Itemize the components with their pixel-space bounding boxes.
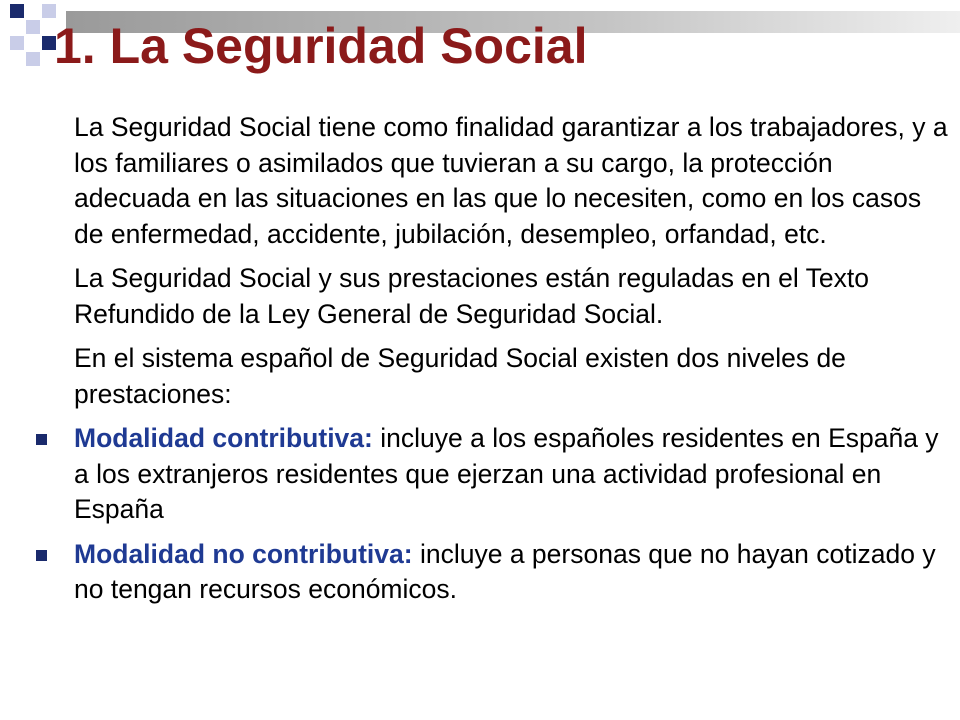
- slide-body: [74, 110, 954, 617]
- deco-square: [26, 20, 40, 34]
- paragraph-niveles: En el sistema español de Seguridad Social existen dos niveles de prestaciones:: [74, 343, 846, 409]
- bullet-item-contributiva: [74, 421, 954, 528]
- square-bullet-icon: [36, 434, 47, 445]
- slide-title: 1. La Seguridad Social: [54, 18, 588, 74]
- paragraph-finalidad: La Seguridad Social tiene como finalidad garantizar a los trabajadores, y a los familiares o asimilados que tuvieran a su cargo, la protección adecuada en las situaciones en las que lo necesiten, como en los casos de enfermedad, accidente, jubilación, desempleo, orfandad, etc.: [74, 112, 948, 249]
- paragraph-regulacion: La Seguridad Social y sus prestaciones están reguladas en el Texto Refundido de la Ley General de Seguridad Social.: [74, 263, 870, 329]
- square-bullet-icon: [36, 550, 47, 561]
- deco-square: [10, 4, 24, 18]
- deco-square: [26, 52, 40, 66]
- bullet-text: incluye a personas que no hayan cotizado y no tengan recursos económicos.: [74, 538, 936, 604]
- deco-square: [10, 36, 24, 50]
- bullet-label: Modalidad no contributiva:: [74, 538, 413, 569]
- bullet-text: incluye a los españoles residentes en España y a los extranjeros residentes que ejerzan una actividad profesional en España: [74, 423, 939, 524]
- bullet-label: Modalidad contributiva:: [74, 423, 373, 453]
- bullet-item-no-contributiva: [74, 537, 954, 608]
